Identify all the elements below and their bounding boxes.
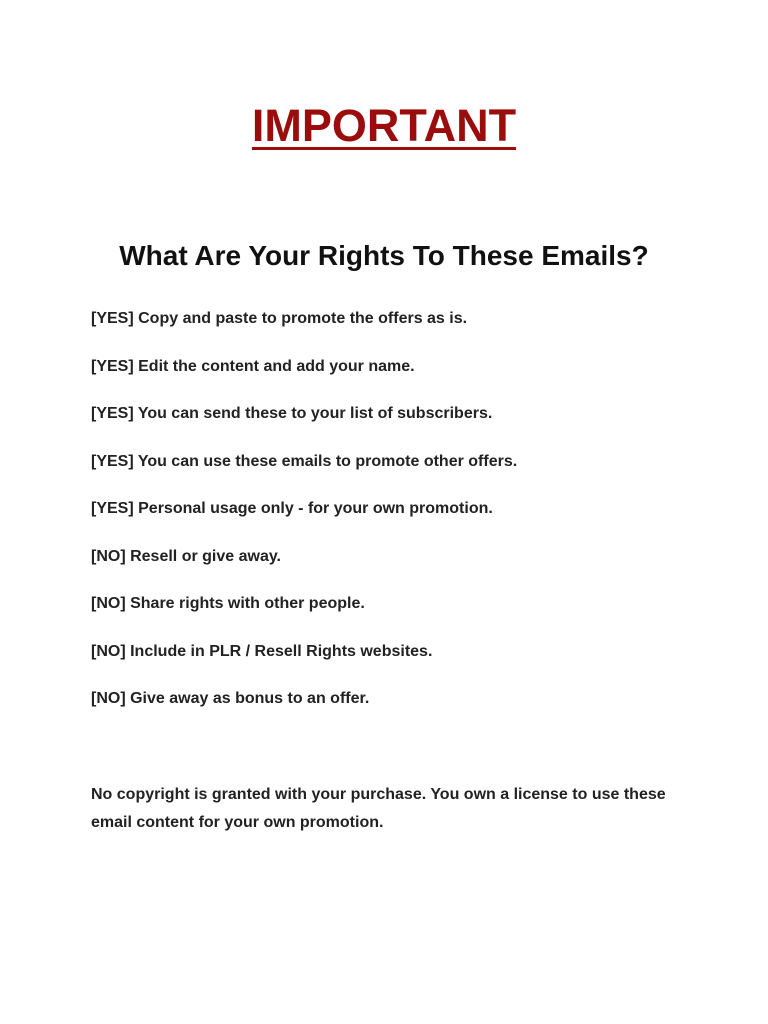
rights-item: [YES] You can use these emails to promote other offers. [91, 452, 518, 470]
rights-subtitle: What Are Your Rights To These Emails? [119, 240, 649, 271]
rights-item: [NO] Give away as bonus to an offer. [91, 690, 370, 707]
rights-item: [NO] Resell or give away. [91, 547, 281, 565]
rights-item: [YES] Personal usage only - for your own promotion. [91, 500, 493, 517]
rights-item: [NO] Share rights with other people. [91, 595, 365, 612]
rights-item: [YES] Copy and paste to promote the offers as is. [91, 310, 468, 327]
rights-item: [NO] Include in PLR / Resell Rights websites. [91, 642, 433, 660]
important-heading-text: IMPORTANT [251, 100, 517, 151]
important-heading [0, 98, 768, 154]
copyright-note: No copyright is granted with your purchase. You own a license to use these email content for your own promotion. [91, 786, 666, 831]
rights-item: [YES] You can send these to your list of subscribers. [91, 405, 493, 422]
rights-list [91, 308, 691, 736]
rights-item: [YES] Edit the content and add your name. [91, 357, 415, 375]
